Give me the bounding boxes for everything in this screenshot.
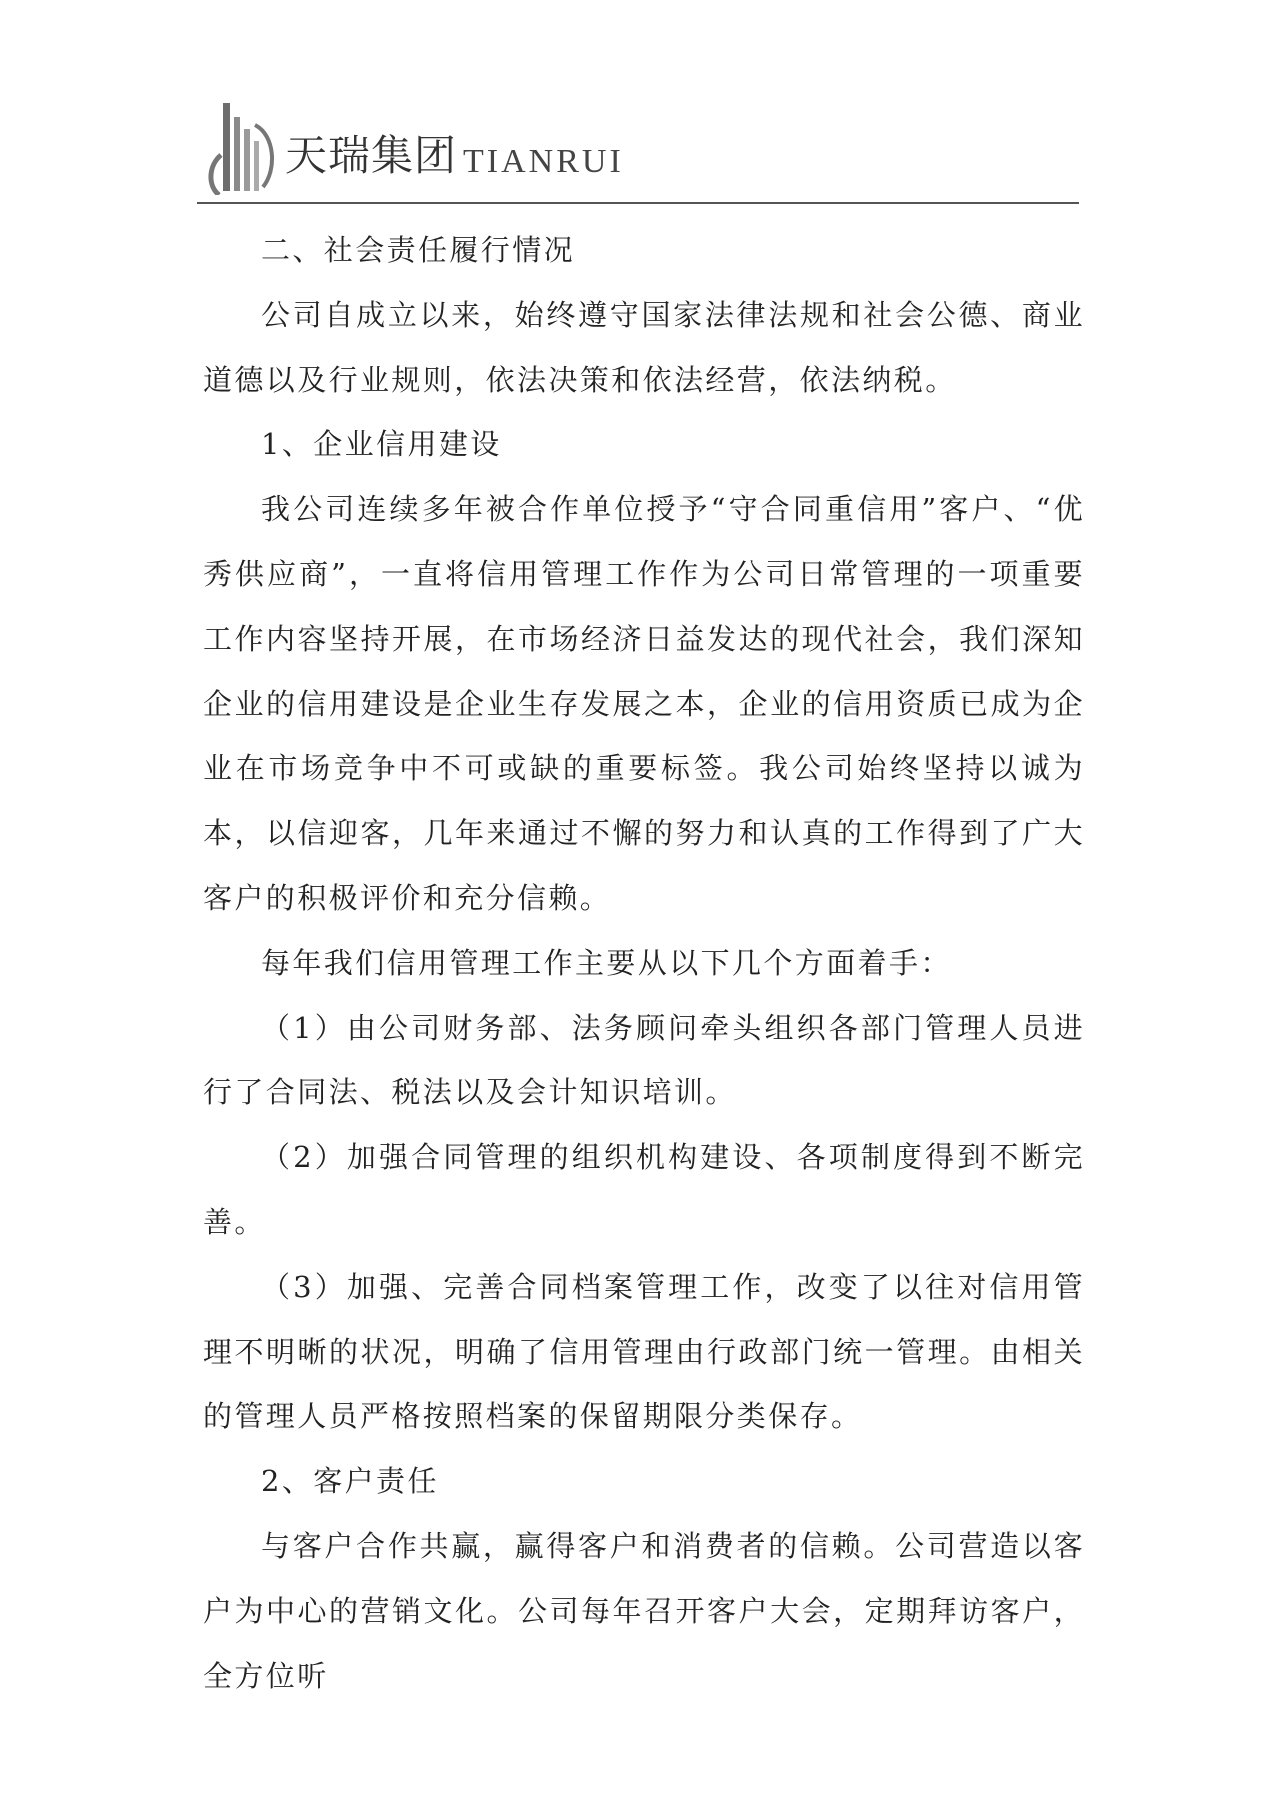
- company-name-cn: 天瑞集团: [285, 131, 458, 180]
- credit-measure-item: （2）加强合同管理的组织机构建设、各项制度得到不断完善。: [203, 1140, 1085, 1239]
- credit-paragraph: 我公司连续多年被合作单位授予“守合同重信用”客户、“优秀供应商”，一直将信用管理工作作为公司日常管理的一项重要工作内容坚持开展，在市场经济日益发达的现代社会，我们深知企业的信用建设是企业生存发展之本，企业的信用资质已成为企业在市场竞争中不可或缺的重要标签。我公司始终坚持以诚为本，以信迎客，几年来通过不懈的努力和认真的工作得到了广大客户的积极评价和充分信赖。: [203, 492, 1085, 915]
- header-divider: [197, 202, 1079, 204]
- intro-paragraph: 公司自成立以来，始终遵守国家法律法规和社会公德、商业道德以及行业规则，依法决策和依法经营，依法纳税。: [203, 297, 1085, 397]
- subsection-heading-credit: 1、企业信用建设: [261, 427, 502, 462]
- subsection-heading-customer: 2、客户责任: [261, 1464, 439, 1499]
- customer-paragraph: 与客户合作共赢，赢得客户和消费者的信赖。公司营造以客户为中心的营销文化。公司每年召开客户大会，定期拜访客户，全方位听: [203, 1528, 1085, 1693]
- company-name-en: TIANRUI: [463, 143, 624, 180]
- tianrui-logo-icon: [205, 95, 281, 195]
- document-body: [203, 218, 1085, 1708]
- letterhead: [205, 95, 624, 195]
- credit-measure-item: （3）加强、完善合同档案管理工作，改变了以往对信用管理不明晰的状况，明确了信用管理由行政部门统一管理。由相关的管理人员严格按照档案的保留期限分类保存。: [203, 1269, 1085, 1434]
- credit-measures-intro: 每年我们信用管理工作主要从以下几个方面着手：: [261, 945, 952, 980]
- section-heading: 二、社会责任履行情况: [261, 233, 576, 267]
- credit-measure-item: （1）由公司财务部、法务顾问牵头组织各部门管理人员进行了合同法、税法以及会计知识培训。: [203, 1010, 1085, 1110]
